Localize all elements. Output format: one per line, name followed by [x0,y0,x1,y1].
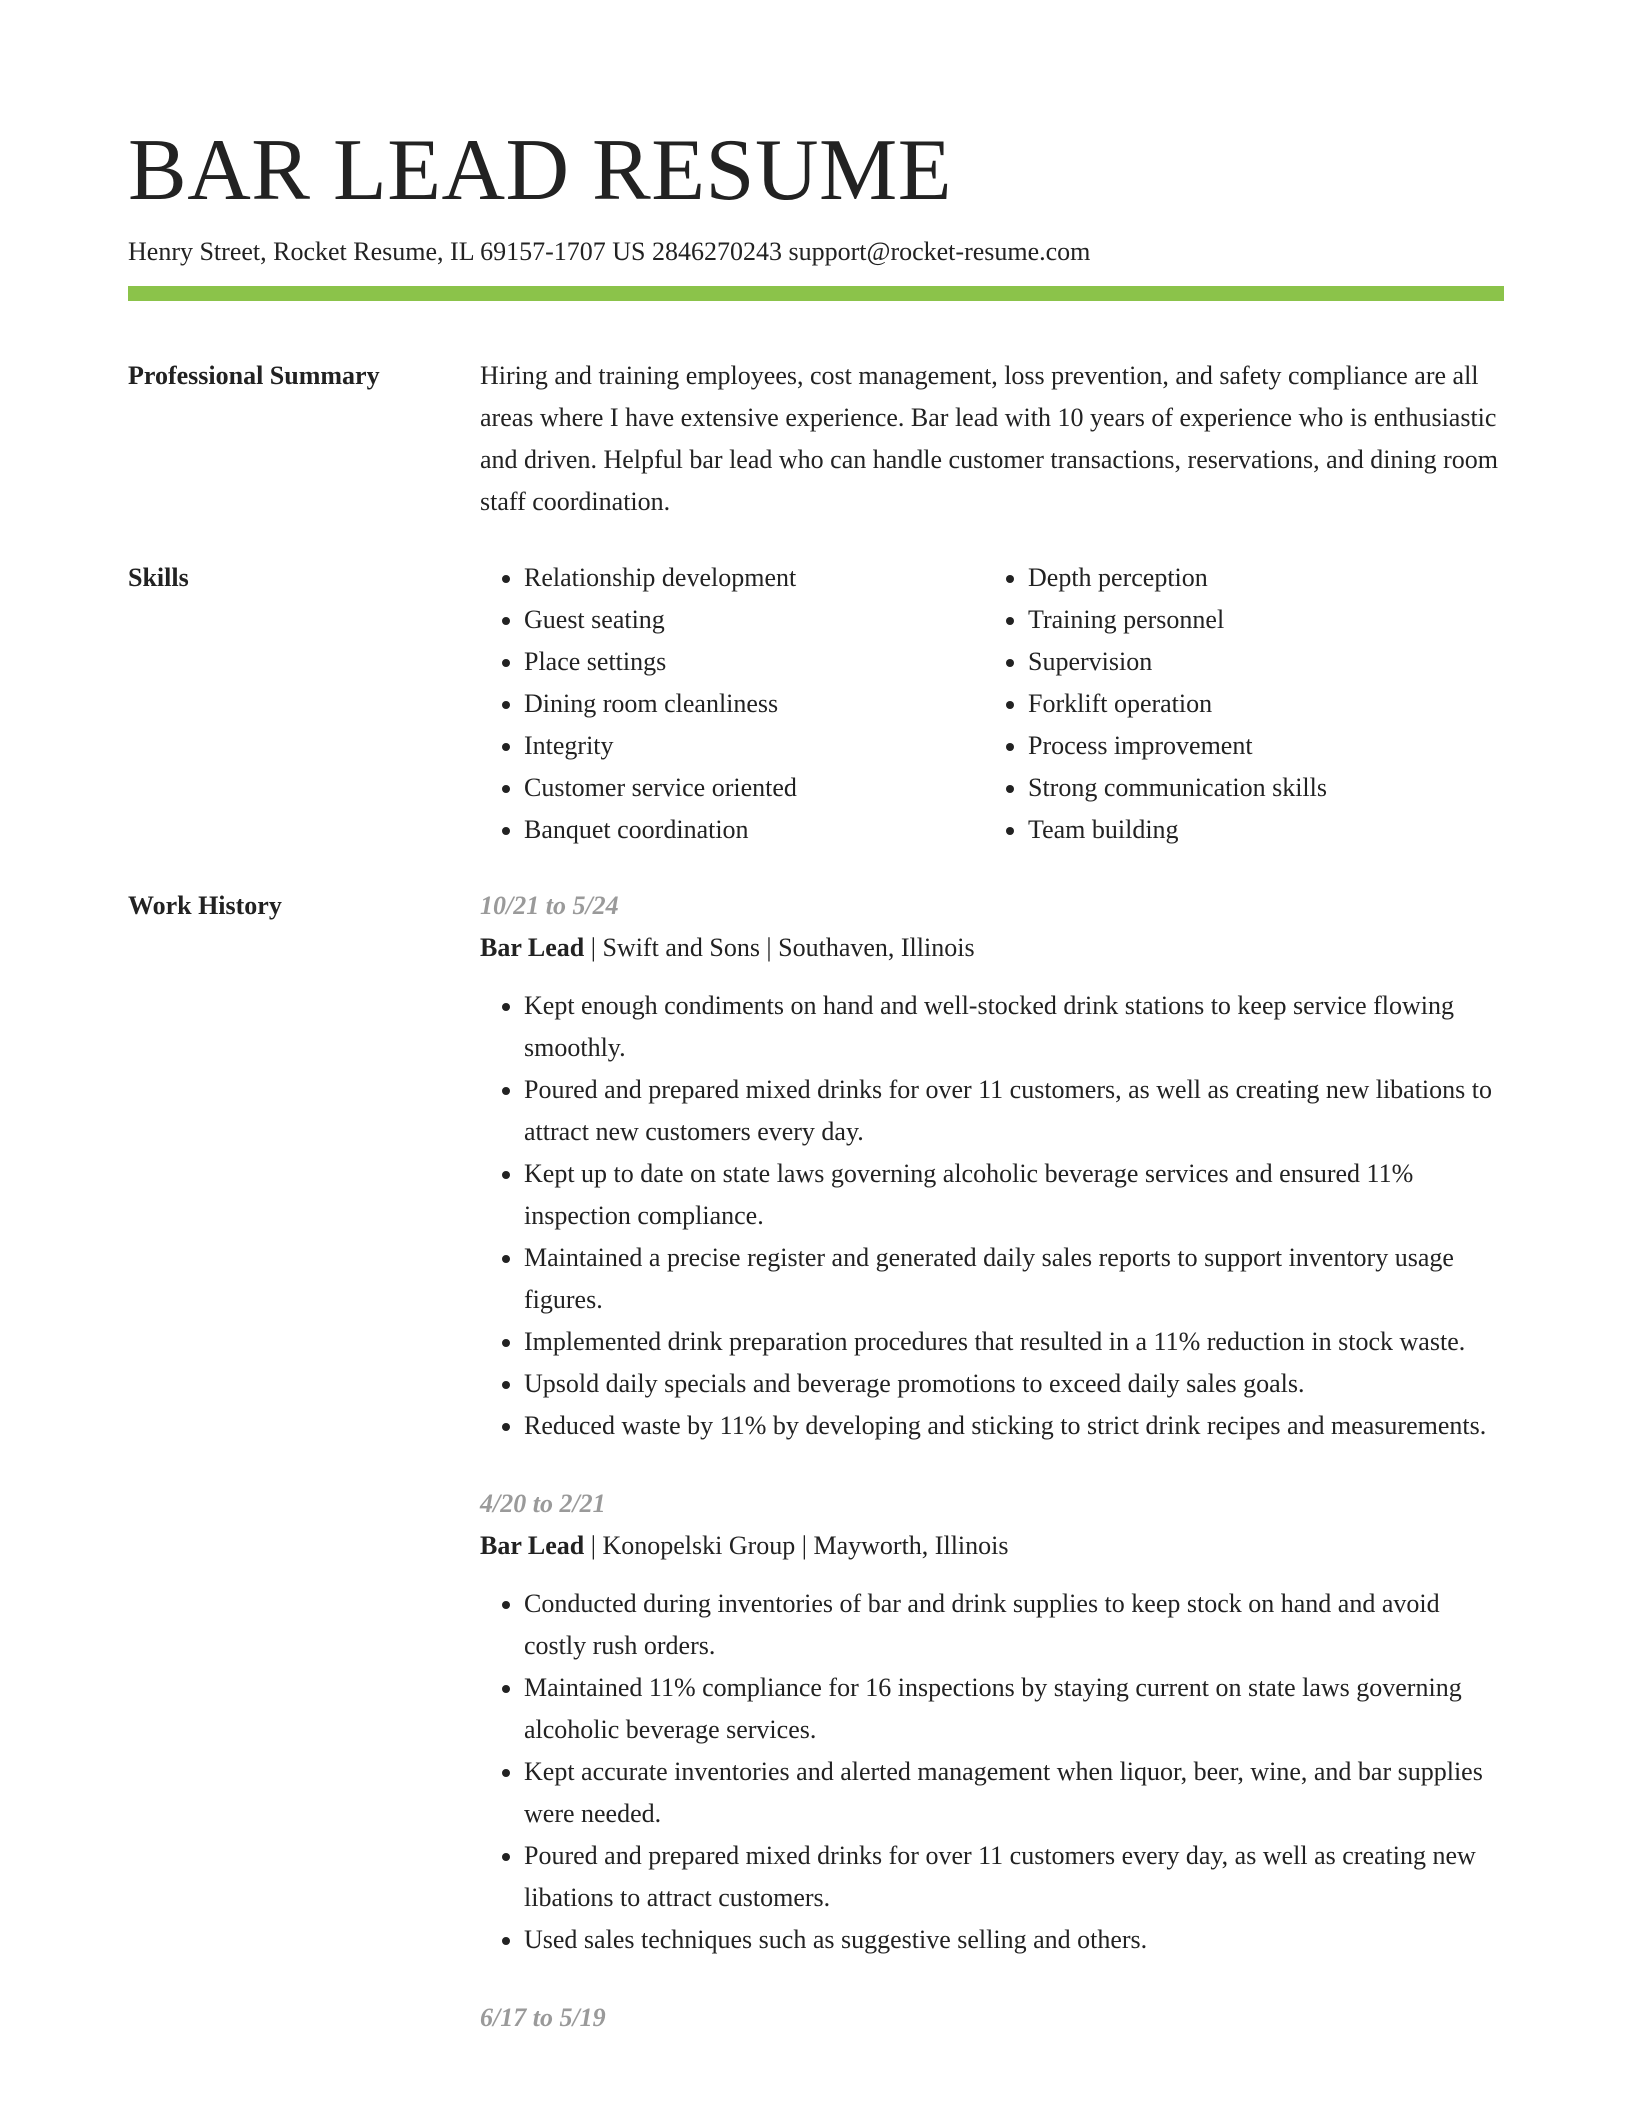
resume-title: BAR LEAD RESUME [128,122,952,219]
job-bullet: • Upsold daily specials and beverage promotions to exceed daily sales goals. [524,1363,1504,1405]
job-bullet: • Kept accurate inventories and alerted management when liquor, beer, wine, and bar supplies were needed. [524,1751,1504,1835]
skill-item: • Supervision [1028,641,1488,683]
skill-item: • Training personnel [1028,599,1488,641]
job-bullets [480,985,1504,1447]
section-label: Professional Summary [128,361,380,390]
job-bullet: • Poured and prepared mixed drinks for over 11 customers, as well as creating new libations to attract new customers every day. [524,1069,1504,1153]
header-divider [128,286,1504,301]
job-title: Bar Lead [480,933,585,962]
skill-item: • Relationship development [524,557,984,599]
job-dates: 6/17 to 5/19 [480,2003,606,2032]
skill-item: • Strong communication skills [1028,767,1488,809]
job-bullet: • Poured and prepared mixed drinks for over 11 customers every day, as well as creating new libations to attract customers. [524,1835,1504,1919]
job-title: Bar Lead [480,1531,585,1560]
skill-item: • Depth perception [1028,557,1488,599]
summary-text: Hiring and training employees, cost management, loss prevention, and safety compliance are all areas where I have extensive experience. Bar lead with 10 years of experience who is enthusiastic and driven. Helpful bar lead who can handle customer transactions, reservations, and dining room staff coordination. [480,361,1499,516]
job-bullet: • Implemented drink preparation procedures that resulted in a 11% reduction in stock waste. [524,1321,1504,1363]
job-details: | Konopelski Group | Mayworth, Illinois [584,1531,1009,1560]
resume-page [128,0,1504,2075]
job-details: | Swift and Sons | Southaven, Illinois [584,933,975,962]
contact-line: Henry Street, Rocket Resume, IL 69157-1707 US 2846270243 support@rocket-resume.com [128,237,1091,266]
skill-item: • Process improvement [1028,725,1488,767]
job-heading [480,927,1504,969]
job-entry [480,885,1504,1447]
job-dates: 10/21 to 5/24 [480,891,619,920]
skills-list-right [984,557,1488,851]
job-bullet: • Maintained 11% compliance for 16 inspections by staying current on state laws governing alcoholic beverage services. [524,1667,1504,1751]
job-heading [480,1525,1504,1567]
section-label: Skills [128,563,189,592]
job-bullet: • Conducted during inventories of bar and drink supplies to keep stock on hand and avoid costly rush orders. [524,1583,1504,1667]
skills-section [128,557,1504,851]
skill-item: • Integrity [524,725,984,767]
job-bullet: • Used sales techniques such as suggestive selling and others. [524,1919,1504,1961]
skill-item: • Forklift operation [1028,683,1488,725]
skills-list-left [480,557,984,851]
skill-item: • Customer service oriented [524,767,984,809]
job-bullet: • Reduced waste by 11% by developing and sticking to strict drink recipes and measurements. [524,1405,1504,1447]
job-dates: 4/20 to 2/21 [480,1489,606,1518]
job-bullets [480,1583,1504,1961]
skill-item: • Team building [1028,809,1488,851]
work-history-section [128,885,1504,2075]
section-label: Work History [128,891,282,920]
job-bullet: • Kept up to date on state laws governing alcoholic beverage services and ensured 11% inspection compliance. [524,1153,1504,1237]
skill-item: • Place settings [524,641,984,683]
job-entry [480,1483,1504,1961]
job-bullet: • Maintained a precise register and generated daily sales reports to support inventory usage figures. [524,1237,1504,1321]
skill-item: • Banquet coordination [524,809,984,851]
skill-item: • Guest seating [524,599,984,641]
summary-section [128,355,1504,523]
job-bullet: • Kept enough condiments on hand and well-stocked drink stations to keep service flowing smoothly. [524,985,1504,1069]
skill-item: • Dining room cleanliness [524,683,984,725]
job-entry [480,1997,1504,2039]
